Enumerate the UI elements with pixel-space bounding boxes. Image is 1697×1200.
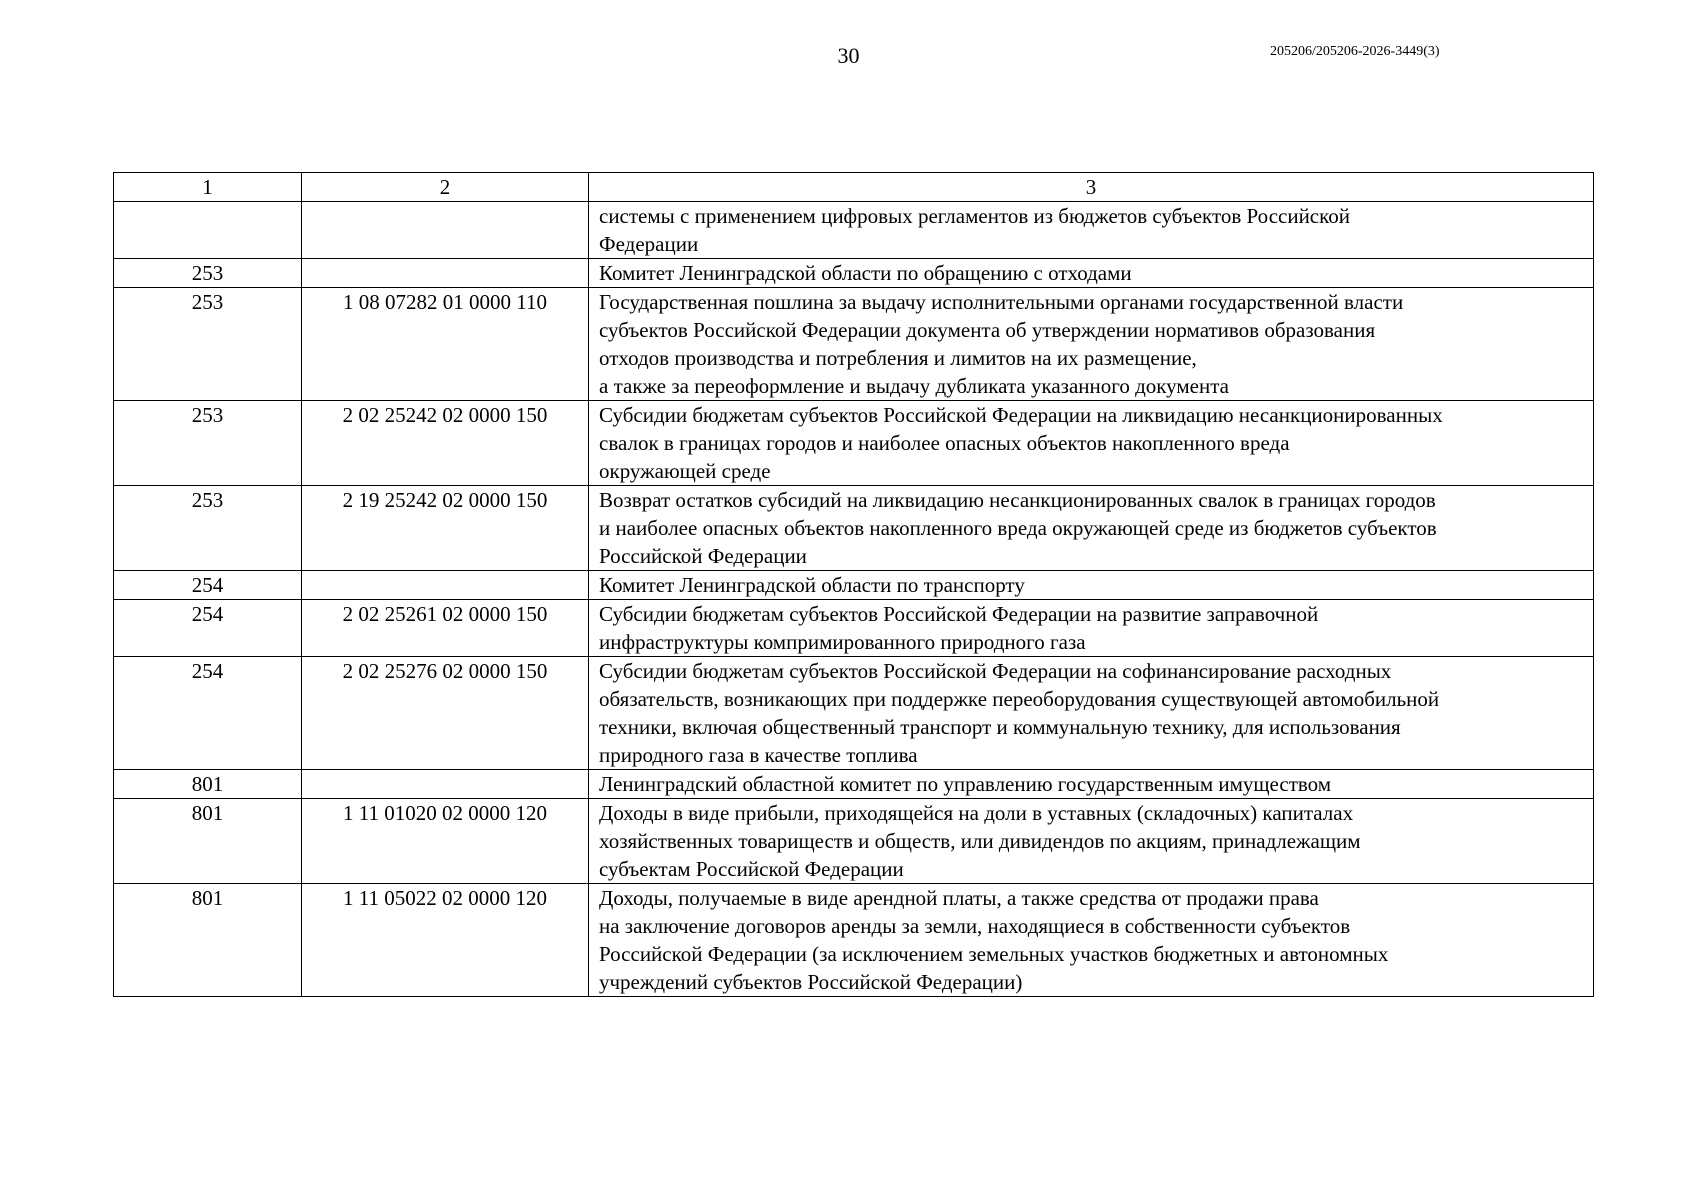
- revenue-code-cell: 2 02 25242 02 0000 150: [302, 401, 589, 486]
- revenue-code-cell: 2 02 25261 02 0000 150: [302, 600, 589, 657]
- description-line: Субсидии бюджетам субъектов Российской Федерации на развитие заправочной: [599, 602, 1319, 626]
- description-line: и наиболее опасных объектов накопленного вреда окружающей среде из бюджетов субъектов: [599, 516, 1437, 540]
- description-line: Доходы, получаемые в виде арендной платы, а также средства от продажи права: [599, 886, 1319, 910]
- admin-code-cell: 253: [114, 401, 302, 486]
- description-cell: [589, 401, 1594, 486]
- description-line: а также за переоформление и выдачу дубликата указанного документа: [599, 374, 1229, 398]
- description-cell: [589, 288, 1594, 401]
- table-row: [114, 202, 1594, 259]
- table-row: [114, 288, 1594, 401]
- table-row: [114, 259, 1594, 288]
- description-cell: [589, 657, 1594, 770]
- table-row: [114, 799, 1594, 884]
- page-number: 30: [837, 43, 860, 68]
- description-line: Ленинградский областной комитет по управлению государственным имуществом: [599, 772, 1332, 796]
- description-line: Возврат остатков субсидий на ликвидацию несанкционированных свалок в границах городов: [599, 488, 1436, 512]
- description-line: Государственная пошлина за выдачу исполнительными органами государственной власти: [599, 290, 1404, 314]
- revenue-code-cell: [302, 202, 589, 259]
- description-line: на заключение договоров аренды за земли, находящиеся в собственности субъектов: [599, 914, 1351, 938]
- revenue-code-cell: 2 02 25276 02 0000 150: [302, 657, 589, 770]
- revenue-codes-table: [113, 172, 1594, 997]
- document-id: 205206/205206-2026-3449(3): [1270, 44, 1440, 59]
- description-line: природного газа в качестве топлива: [599, 743, 918, 767]
- description-cell: [589, 600, 1594, 657]
- description-cell: [589, 799, 1594, 884]
- revenue-code-cell: [302, 571, 589, 600]
- description-line: обязательств, возникающих при поддержке переоборудования существующей автомобильной: [599, 687, 1440, 711]
- revenue-code-cell: 1 08 07282 01 0000 110: [302, 288, 589, 401]
- description-line: инфраструктуры компримированного природного газа: [599, 630, 1086, 654]
- table-row: [114, 884, 1594, 997]
- table-row: [114, 401, 1594, 486]
- header-row: [114, 173, 1594, 202]
- description-line: отходов производства и потребления и лимитов на их размещение,: [599, 346, 1197, 370]
- table-row: [114, 770, 1594, 799]
- table-row: [114, 571, 1594, 600]
- description-line: субъектов Российской Федерации документа об утверждении нормативов образования: [599, 318, 1376, 342]
- description-line: Российской Федерации (за исключением земельных участков бюджетных и автономных: [599, 942, 1389, 966]
- description-cell: [589, 202, 1594, 259]
- admin-code-cell: 801: [114, 799, 302, 884]
- description-line: учреждений субъектов Российской Федерации): [599, 970, 1023, 994]
- description-line: системы с применением цифровых регламентов из бюджетов субъектов Российской: [599, 204, 1351, 228]
- column-header-2: 2: [302, 173, 589, 202]
- description-line: свалок в границах городов и наиболее опасных объектов накопленного вреда: [599, 431, 1290, 455]
- column-header-3: 3: [589, 173, 1594, 202]
- table-row: [114, 600, 1594, 657]
- description-cell: [589, 486, 1594, 571]
- table-row: [114, 657, 1594, 770]
- description-line: Доходы в виде прибыли, приходящейся на доли в уставных (складочных) капиталах: [599, 801, 1354, 825]
- admin-code-cell: 801: [114, 770, 302, 799]
- admin-code-cell: 254: [114, 657, 302, 770]
- table-row: [114, 486, 1594, 571]
- description-line: Субсидии бюджетам субъектов Российской Федерации на ликвидацию несанкционированных: [599, 403, 1443, 427]
- revenue-code-cell: 1 11 05022 02 0000 120: [302, 884, 589, 997]
- description-line: хозяйственных товариществ и обществ, или дивидендов по акциям, принадлежащим: [599, 829, 1361, 853]
- description-line: Федерации: [599, 232, 699, 256]
- description-line: Российской Федерации: [599, 544, 807, 568]
- admin-code-cell: 254: [114, 600, 302, 657]
- description-line: Комитет Ленинградской области по транспорту: [599, 573, 1025, 597]
- admin-code-cell: 253: [114, 288, 302, 401]
- description-cell: [589, 259, 1594, 288]
- admin-code-cell: 801: [114, 884, 302, 997]
- revenue-code-cell: 2 19 25242 02 0000 150: [302, 486, 589, 571]
- revenue-code-cell: [302, 259, 589, 288]
- admin-code-cell: 253: [114, 486, 302, 571]
- table-body: [114, 202, 1594, 997]
- admin-code-cell: [114, 202, 302, 259]
- description-line: Комитет Ленинградской области по обращению с отходами: [599, 261, 1132, 285]
- description-line: техники, включая общественный транспорт и коммунальную технику, для использования: [599, 715, 1401, 739]
- description-cell: [589, 770, 1594, 799]
- column-header-1: 1: [114, 173, 302, 202]
- description-line: субъектам Российской Федерации: [599, 857, 904, 881]
- revenue-code-cell: [302, 770, 589, 799]
- description-cell: [589, 884, 1594, 997]
- description-line: окружающей среде: [599, 459, 771, 483]
- revenue-code-cell: 1 11 01020 02 0000 120: [302, 799, 589, 884]
- admin-code-cell: 254: [114, 571, 302, 600]
- table-header: [114, 173, 1594, 202]
- admin-code-cell: 253: [114, 259, 302, 288]
- description-line: Субсидии бюджетам субъектов Российской Федерации на софинансирование расходных: [599, 659, 1392, 683]
- description-cell: [589, 571, 1594, 600]
